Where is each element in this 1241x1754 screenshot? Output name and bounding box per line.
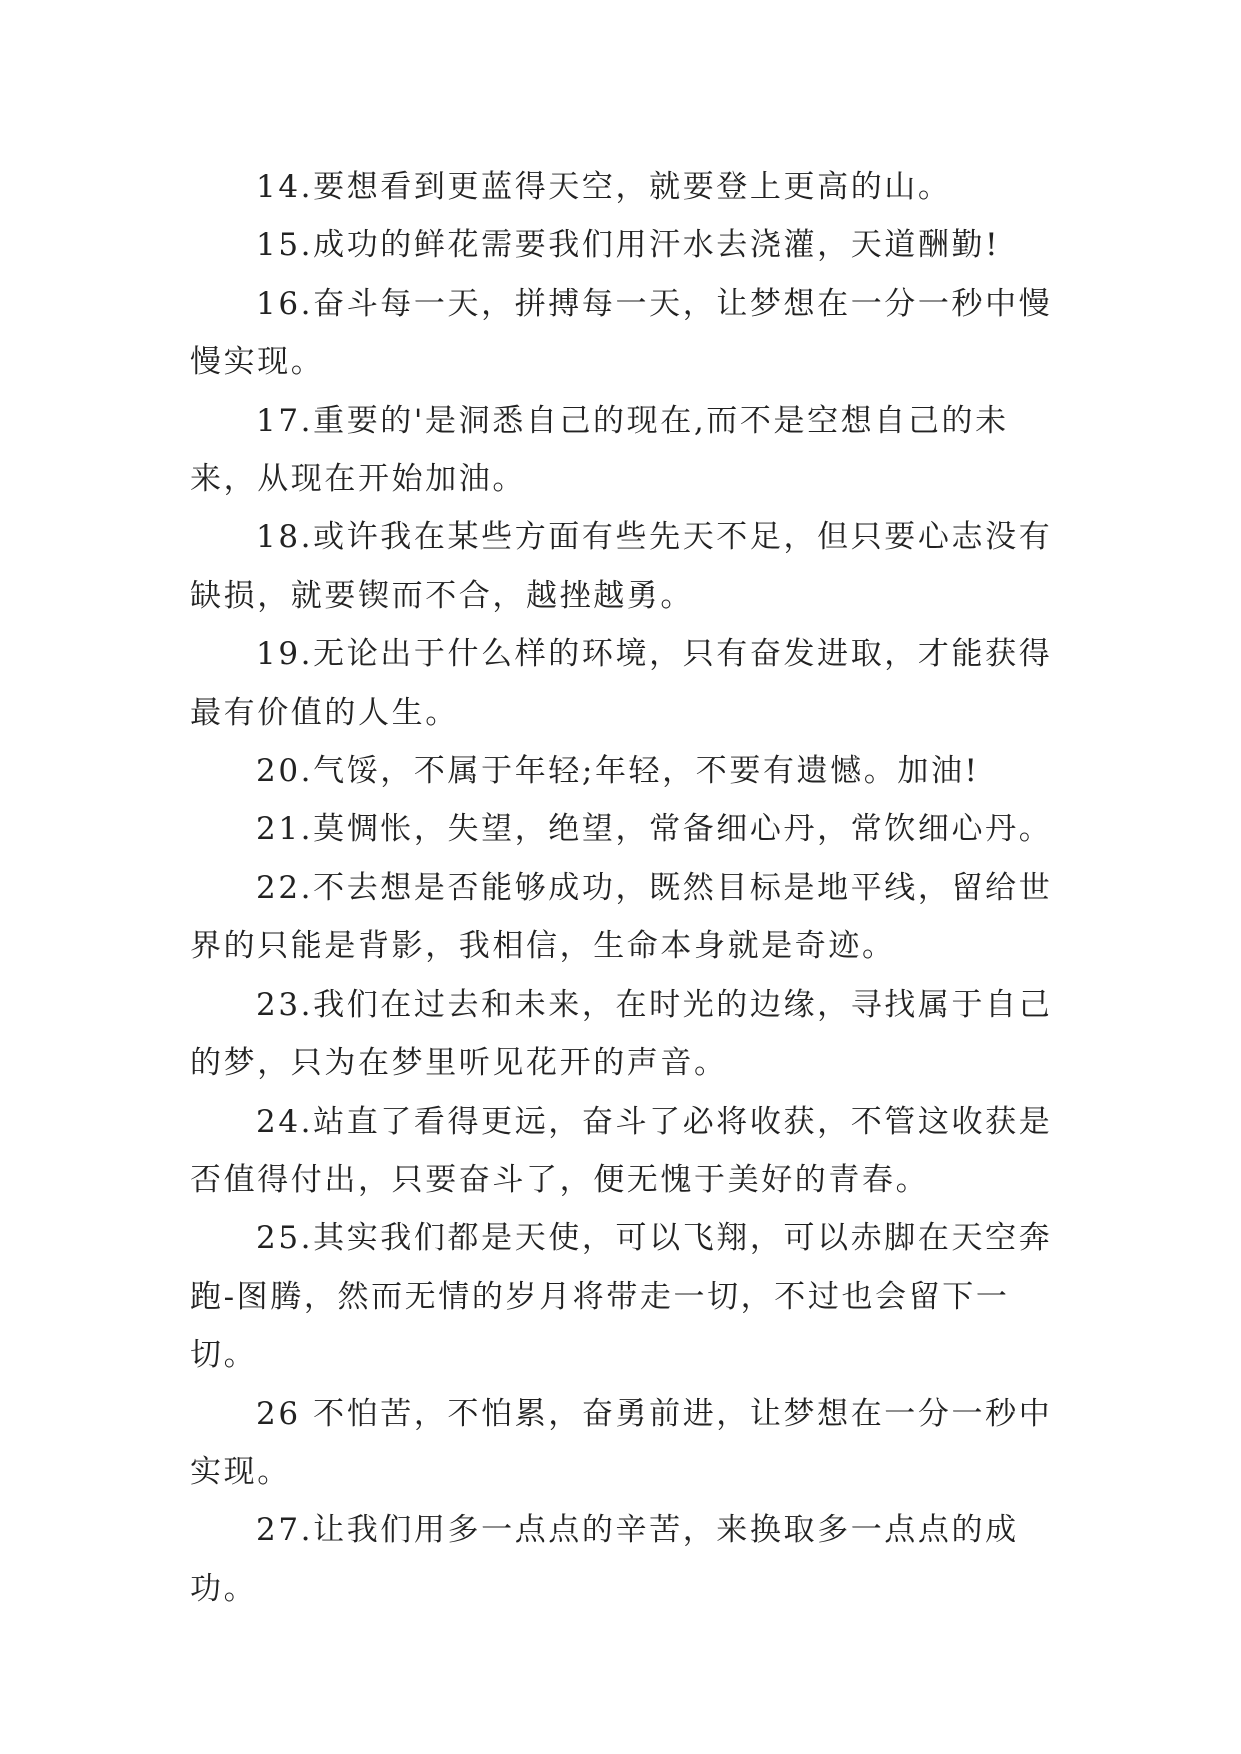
quote-paragraph-19: 19.无论出于什么样的环境，只有奋发进取，才能获得最有价值的人生。 <box>190 636 1053 731</box>
quote-paragraph-18: 18.或许我在某些方面有些先天不足，但只要心志没有缺损，就要锲而不合，越挫越勇。 <box>190 519 1053 614</box>
quote-paragraph-24: 24.站直了看得更远，奋斗了必将收获，不管这收获是否值得付出，只要奋斗了，便无愧于美好的青春。 <box>190 1103 1053 1198</box>
quote-paragraph-16: 16.奋斗每一天，拼搏每一天，让梦想在一分一秒中慢慢实现。 <box>190 285 1053 381</box>
quote-paragraph-27: 27.让我们用多一点点的辛苦，来换取多一点点的成功。 <box>190 1512 1019 1607</box>
quote-paragraph-25: 25.其实我们都是天使，可以飞翔，可以赤脚在天空奔跑-图腾，然而无情的岁月将带走一切，不过也会留下一切。 <box>190 1220 1053 1374</box>
quote-paragraph-17: 17.重要的'是洞悉自己的现在,而不是空想自己的未来，从现在开始加油。 <box>190 402 1009 498</box>
quote-paragraph-14: 14.要想看到更蓝得天空，就要登上更高的山。 <box>256 169 952 205</box>
quote-paragraph-22: 22.不去想是否能够成功，既然目标是地平线，留给世界的只能是背影，我相信，生命本身就是奇迹。 <box>190 869 1053 965</box>
quote-paragraph-23: 23.我们在过去和未来，在时光的边缘，寻找属于自己的梦，只为在梦里听见花开的声音。 <box>190 986 1053 1082</box>
quote-paragraph-21: 21.莫惆怅，失望，绝望，常备细心丹，常饮细心丹。 <box>256 811 1053 848</box>
quote-paragraph-20: 20.气馁，不属于年轻;年轻，不要有遗憾。加油! <box>256 753 980 790</box>
quote-paragraph-26: 26 不怕苦，不怕累，奋勇前进，让梦想在一分一秒中实现。 <box>190 1395 1053 1490</box>
quote-list <box>190 158 1070 1618</box>
quote-paragraph-15: 15.成功的鲜花需要我们用汗水去浇灌，天道酬勤! <box>256 227 1001 264</box>
